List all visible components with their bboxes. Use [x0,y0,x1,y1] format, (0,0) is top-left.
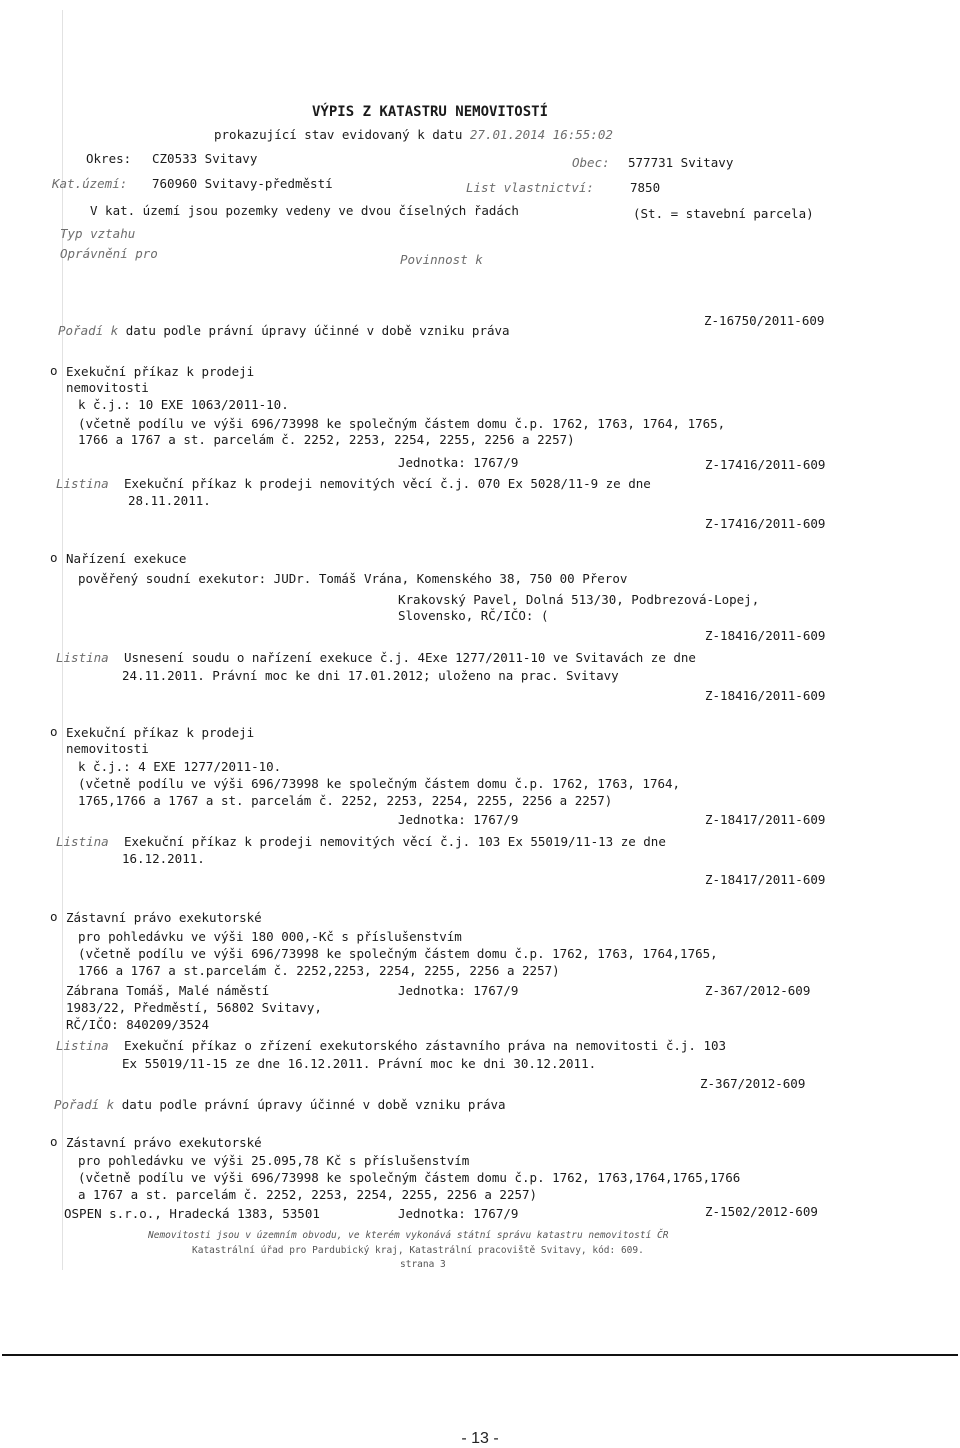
obec-value: 577731 Svitavy [628,155,734,170]
entry2-line4: Slovensko, RČ/IČO: ( [398,608,549,623]
cadastre-note: V kat. území jsou pozemky vedeny ve dvou číselných řadách [90,203,519,218]
entry3-listina-line1: Exekuční příkaz k prodeji nemovitých věcí č.j. 103 Ex 55019/11-13 ze dne [124,834,666,849]
entry1-line1: Exekuční příkaz k prodeji [66,364,255,379]
entry-bullet: o [50,1134,58,1149]
lv-label: List vlastnictví: [466,180,594,195]
footer-line2: Katastrální úřad pro Pardubický kraj, Katastrální pracoviště Svitavy, kód: 609. [192,1245,644,1256]
poradi-rest: datu podle právní úpravy účinné v době vzniku práva [125,323,510,338]
entry1-jednotka: Jednotka: 1767/9 [398,455,519,470]
entry1-listina-line1: Exekuční příkaz k prodeji nemovitých věcí č.j. 070 Ex 5028/11-9 ze dne [124,476,651,491]
entry5-code1: Z-1502/2012-609 [705,1204,818,1219]
entry3-code2: Z-18417/2011-609 [705,872,826,887]
typ-vztahu-label: Typ vztahu [60,226,136,241]
entry3-code1: Z-18417/2011-609 [705,812,826,827]
poradi2-heading [54,1097,506,1113]
entry4-line5: Zábrana Tomáš, Malé náměstí [66,983,270,998]
entry4-listina-line1: Exekuční příkaz o zřízení exekutorského zástavního práva na nemovitosti č.j. 103 [124,1038,727,1053]
entry3-listina-line2: 16.12.2011. [122,851,205,866]
listina-label: Listina [56,650,109,665]
entry4-jednotka: Jednotka: 1767/9 [398,983,519,998]
page-number: - 13 - [461,1430,499,1447]
entry1-code2: Z-17416/2011-609 [705,516,826,531]
scan-edge-line [62,10,63,1270]
footer-line1: Nemovitosti jsou v územním obvodu, ve kterém vykonává státní správu katastru nemovitostí ČR [148,1230,669,1241]
entry5-line2: pro pohledávku ve výši 25.095,78 Kč s příslušenstvím [78,1153,470,1168]
entry3-line1: Exekuční příkaz k prodeji [66,725,255,740]
entry2-line1: Nařízení exekuce [66,551,187,566]
poradi2-italic: Pořadí k [54,1097,115,1112]
povinnost-k-label: Povinnost k [400,252,483,267]
katuzemi-label: Kat.území: [52,176,128,191]
entry1-code1: Z-17416/2011-609 [705,457,826,472]
entry4-line4: 1766 a 1767 a st.parcelám č. 2252,2253, 2254, 2255, 2256 a 2257) [78,963,560,978]
listina-label: Listina [56,834,109,849]
entry4-line3: (včetně podílu ve výši 696/73998 ke společným částem domu č.p. 1762, 1763, 1764,1765, [78,946,718,961]
document-title: VÝPIS Z KATASTRU NEMOVITOSTÍ [312,104,549,120]
entry4-line1: Zástavní právo exekutorské [66,910,262,925]
listina-label: Listina [56,1038,109,1053]
entry4-listina-line2: Ex 55019/11-15 ze dne 16.12.2011. Právní moc ke dni 30.12.2011. [122,1056,597,1071]
entry2-line2: pověřený soudní exekutor: JUDr. Tomáš Vrána, Komenského 38, 750 00 Přerov [78,571,628,586]
entry4-line6: 1983/22, Předměstí, 56802 Svitavy, [66,1000,322,1015]
entry3-line5: 1765,1766 a 1767 a st. parcelám č. 2252, 2253, 2254, 2255, 2256 a 2257) [78,793,613,808]
poradi-code: Z-16750/2011-609 [704,313,825,328]
entry1-line4: (včetně podílu ve výši 696/73998 ke společným částem domu č.p. 1762, 1763, 1764, 1765, [78,416,726,431]
entry3-line4: (včetně podílu ve výši 696/73998 ke společným částem domu č.p. 1762, 1763, 1764, [78,776,681,791]
footer-line3: strana 3 [400,1259,446,1270]
entry1-line3: k č.j.: 10 EXE 1063/2011-10. [78,397,289,412]
okres-label: Okres: [86,151,132,166]
entry1-line5: 1766 a 1767 a st. parcelám č. 2252, 2253, 2254, 2255, 2256 a 2257) [78,432,575,447]
subtitle-prefix: prokazující stav evidovaný k datu [214,127,463,142]
entry2-code2: Z-18416/2011-609 [705,688,826,703]
entry4-line2: pro pohledávku ve výši 180 000,-Kč s příslušenstvím [78,929,462,944]
entry-bullet: o [50,550,58,565]
entry4-code2: Z-367/2012-609 [700,1076,806,1091]
entry5-line4: a 1767 a st. parcelám č. 2252, 2253, 2254, 2255, 2256 a 2257) [78,1187,538,1202]
lv-value: 7850 [630,180,661,195]
entry4-code1: Z-367/2012-609 [705,983,811,998]
cadastre-note-right: (St. = stavební parcela) [633,206,814,221]
obec-label: Obec: [572,155,610,170]
entry2-code1: Z-18416/2011-609 [705,628,826,643]
entry5-line5: OSPEN s.r.o., Hradecká 1383, 53501 [64,1206,320,1221]
okres-value: CZ0533 Svitavy [152,151,258,166]
poradi2-rest: datu podle právní úpravy účinné v době vzniku práva [121,1097,506,1112]
entry4-line7: RČ/IČO: 840209/3524 [66,1017,209,1032]
entry1-listina-line2: 28.11.2011. [128,493,211,508]
entry2-listina-line2: 24.11.2011. Právní moc ke dni 17.01.2012; uloženo na prac. Svitavy [122,668,619,683]
listina-label: Listina [56,476,109,491]
subtitle [214,127,613,143]
katuzemi-value: 760960 Svitavy-předměstí [152,176,333,191]
entry-bullet: o [50,363,58,378]
entry3-line2: nemovitosti [66,741,149,756]
opravneni-pro-label: Oprávnění pro [60,246,158,261]
entry5-jednotka: Jednotka: 1767/9 [398,1206,519,1221]
entry3-line3: k č.j.: 4 EXE 1277/2011-10. [78,759,282,774]
entry2-listina-line1: Usnesení soudu o nařízení exekuce č.j. 4Exe 1277/2011-10 ve Svitavách ze dne [124,650,696,665]
entry5-line3: (včetně podílu ve výši 696/73998 ke společným částem domu č.p. 1762, 1763,1764,1765,1766 [78,1170,741,1185]
poradi-italic: Pořadí k [58,323,119,338]
entry-bullet: o [50,724,58,739]
entry3-jednotka: Jednotka: 1767/9 [398,812,519,827]
page-divider [2,1354,958,1356]
entry2-line3: Krakovský Pavel, Dolná 513/30, Podbrezová-Lopej, [398,592,760,607]
entry-bullet: o [50,909,58,924]
datetime: 27.01.2014 16:55:02 [469,127,613,142]
poradi-heading [58,323,510,339]
entry1-line2: nemovitosti [66,380,149,395]
entry5-line1: Zástavní právo exekutorské [66,1135,262,1150]
